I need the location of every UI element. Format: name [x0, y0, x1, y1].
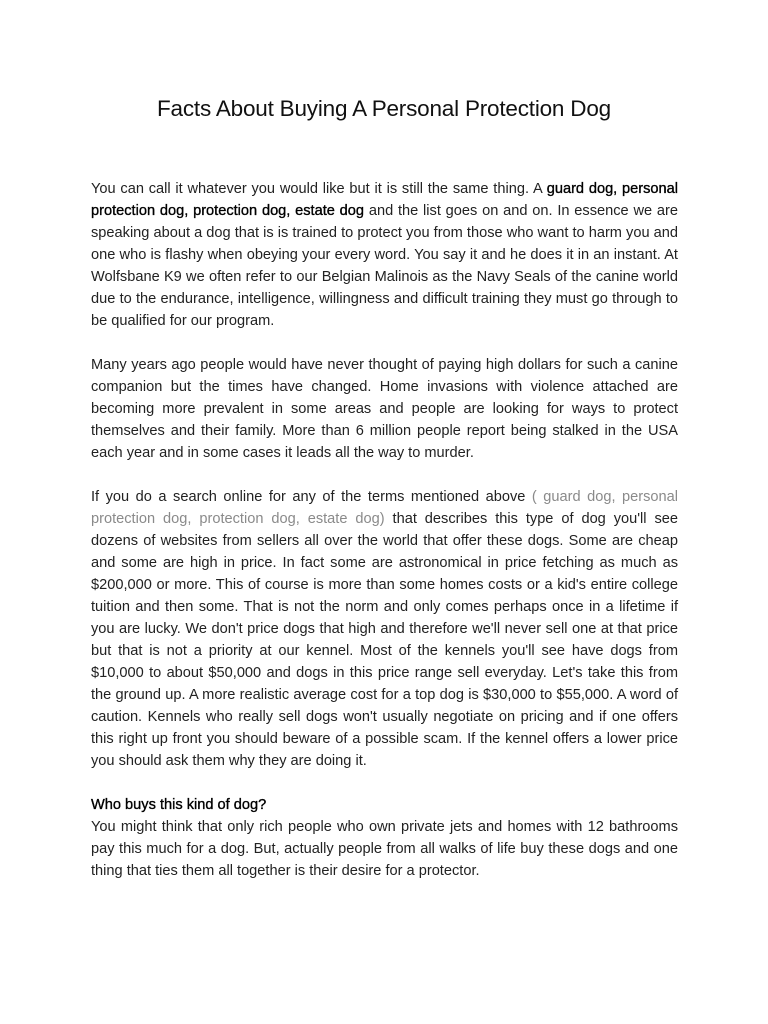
paragraph-history: Many years ago people would have never thought of paying high dollars for such a canine companion but the times have changed. Home invasions with violence attached are becoming more prevalent in some areas and people are looking for ways to protect themselves and their family. More than 6 million people report being stalked in the USA each year and in some cases it leads all the way to murder.	[91, 357, 678, 461]
paragraph-spacer	[91, 332, 678, 354]
paragraph-pricing-text-1: If you do a search online for any of the terms mentioned above	[91, 489, 532, 505]
paragraph-intro-text-1: You can call it whatever you would like but it is still the same thing. A	[91, 181, 547, 197]
document-body	[91, 178, 678, 882]
paragraph-intro-text-2: and the list goes on and on. In essence we are speaking about a dog that is is trained to protect you from those who want to harm you and one who is flashy when obeying your every word. You say it and he does it in an instant. At Wolfsbane K9 we often refer to our Belgian Malinois as the Navy Seals of the canine world due to the endurance, intelligence, willingness and difficult training they must go through to be qualified for our program.	[91, 203, 678, 329]
bold-dog-terms: guard dog, personal protection dog, protection dog, estate dog	[91, 181, 679, 219]
paragraph-pricing	[91, 486, 678, 772]
paragraph-pricing-text-2: that describes this type of dog you'll see dozens of websites from sellers all over the world that offer these dogs. Some are cheap and some are high in price. In fact some are astronomical in price fetching as much as $200,000 or more. This of course is more than some homes costs or a kid's entire college tuition and then some. That is not the norm and only comes perhaps once in a lifetime if you are lucky. We don't price dogs that high and therefore we'll never sell one at that price but that is not a priority at our kennel. Most of the kennels you'll see have dogs from $10,000 to about $50,000 and dogs in this price range sell everyday. Let's take this from the ground up. A more realistic average cost for a top dog is $30,000 to $55,000. A word of caution. Kennels who really sell dogs won't usually negotiate on pricing and if one offers this right up front you should beware of a possible scam. If the kennel offers a lower price you should ask them why they are doing it.	[91, 511, 678, 769]
paragraph-spacer	[91, 772, 678, 794]
paragraph-intro	[91, 178, 678, 332]
paragraph-spacer	[91, 464, 678, 486]
section-heading-who-buys: Who buys this kind of dog?	[91, 797, 267, 813]
paragraph-who-buys: You might think that only rich people who own private jets and homes with 12 bathrooms pay this much for a dog. But, actually people from all walks of life buy these dogs and one thing that ties them all together is their desire for a protector.	[91, 819, 678, 879]
document-title: Facts About Buying A Personal Protection Dog	[157, 96, 611, 121]
grey-dog-terms: ( guard dog, personal protection dog, protection dog, estate dog)	[91, 489, 678, 527]
